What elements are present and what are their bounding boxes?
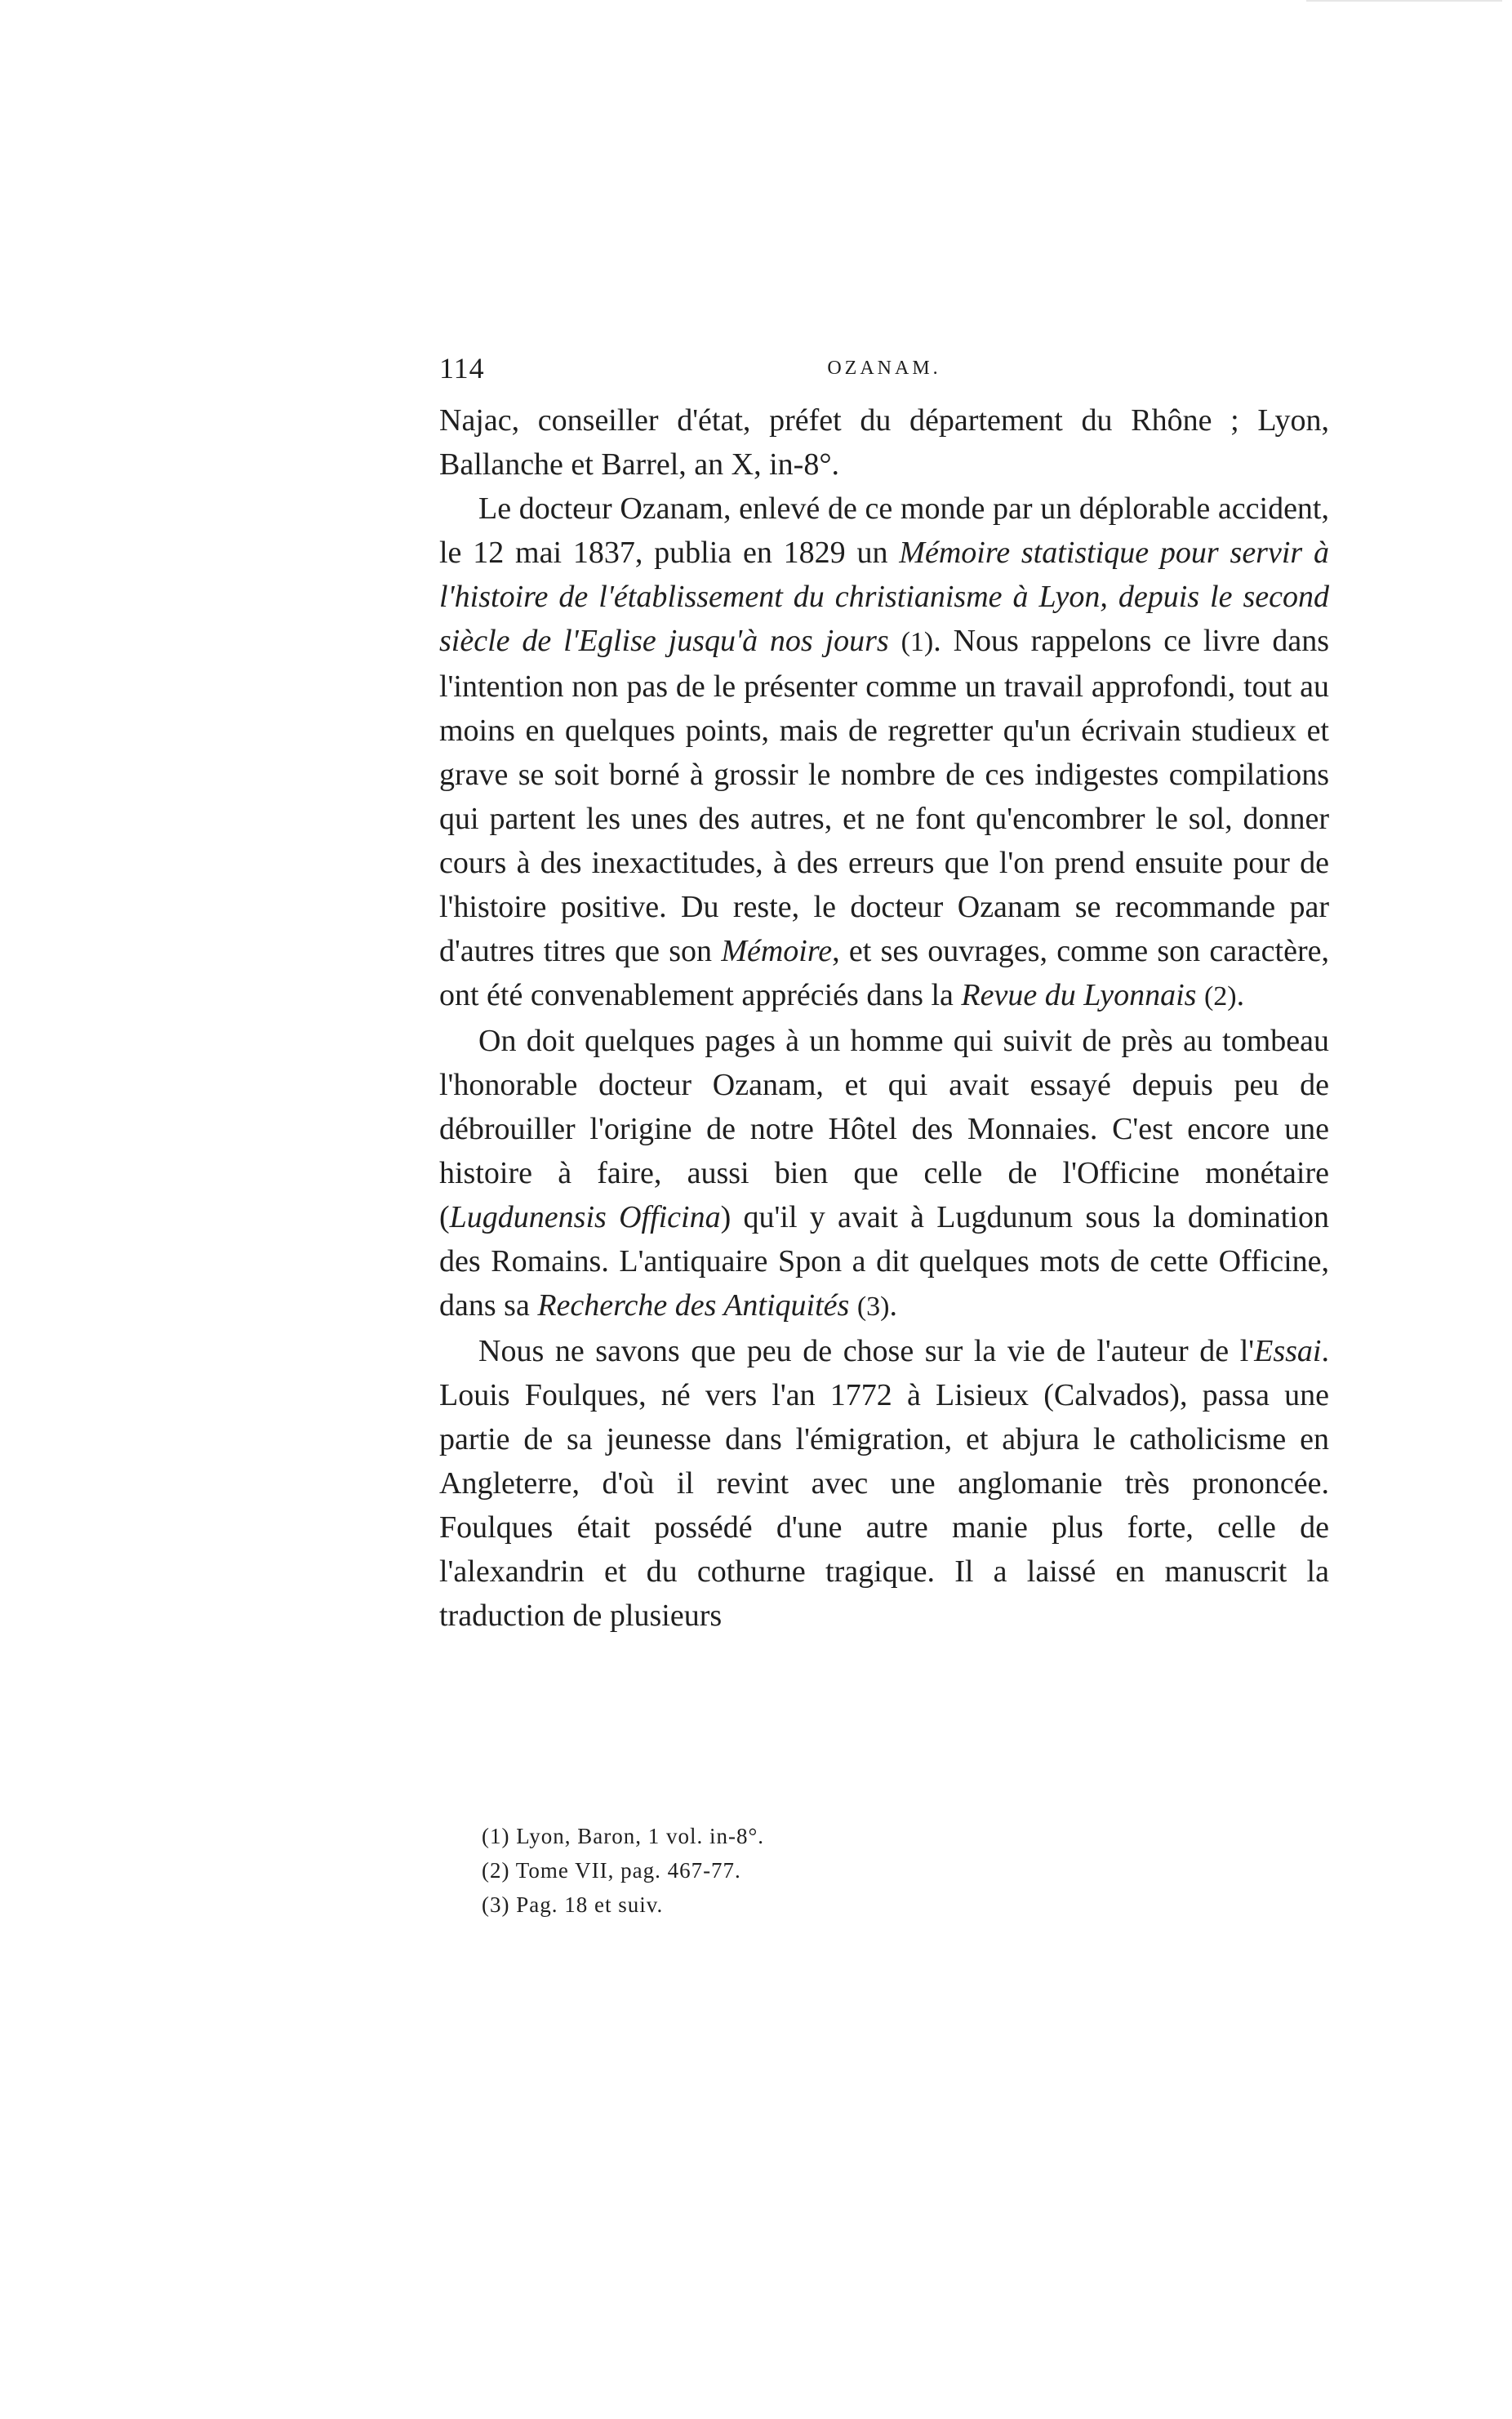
- footnote-ref-2: (2): [1203, 981, 1237, 1012]
- scan-edge-mark: [1306, 0, 1502, 2]
- text-run: . Nous rappelons ce livre dans l'intention non pas de le présenter comme un travail approfondi, tout au moins en quelques points, mais de regretter qu'un écrivain studieux et grave se soit borné à grossir le nombre de ces indigestes compilations qui partent les unes des autres, et ne font qu'encombrer le sol, donner cours à des inexactitudes, à des erreurs que l'on prend ensuite pour de l'histoire positive. Du reste, le docteur Ozanam se recommande par d'autres titres que son: [439, 624, 1329, 968]
- text-run: .: [1236, 978, 1245, 1012]
- footnote-3: (3) Pag. 18 et suiv.: [482, 1892, 664, 1917]
- paragraph-2: [439, 487, 1329, 1019]
- paragraph-1-text: Najac, conseiller d'état, préfet du département du Rhône ; Lyon, Ballanche et Barrel, an X, in-8°.: [439, 403, 1329, 482]
- text-run: Nous ne savons que peu de chose sur la vie de l'auteur de l': [478, 1334, 1255, 1368]
- footnote-ref-1: (1): [901, 627, 934, 657]
- paragraph-4: [439, 1329, 1329, 1638]
- text-run: [1196, 978, 1204, 1012]
- title-essai: Essai: [1254, 1334, 1322, 1368]
- paragraph-1: [439, 398, 1329, 487]
- title-recherche-des-antiquites: Recherche des Antiquités: [537, 1288, 850, 1323]
- title-memoire: Mémoire: [721, 934, 833, 968]
- footnotes: [482, 1819, 1216, 1922]
- text-run: .: [889, 1288, 897, 1323]
- text-run: On doit quelques pages à un homme qui suivit de près au tombeau l'honorable docteur Ozanam, et qui avait essayé depuis peu de débrouiller l'origine de notre Hôtel des Monnaies. C'est encore une histoire à faire, aussi bien que celle de l'Officine monétaire (: [439, 1024, 1329, 1234]
- text-run: Le docteur Ozanam, enlevé de ce monde par un déplorable accident, le 12 mai 1837, publia en 1829 un: [439, 491, 1329, 570]
- book-title-memoire-statistique: Mémoire statistique pour servir à l'histoire de l'établissement du christianisme à Lyon, depuis le second siècle de l'Eglise jusqu'à nos jours: [439, 536, 1329, 658]
- body-text: [439, 398, 1329, 1638]
- text-run: ) qu'il y avait à Lugdunum sous la domination des Romains. L'antiquaire Spon a dit quelques mots de cette Officine, dans sa: [439, 1200, 1329, 1323]
- text-run: [889, 624, 901, 658]
- page-header: [439, 351, 1329, 392]
- text-run: , et ses ouvrages, comme son caractère, ont été convenablement appréciés dans la: [439, 934, 1329, 1012]
- footnote-1: (1) Lyon, Baron, 1 vol. in-8°.: [482, 1824, 765, 1848]
- footnote-2: (2) Tome VII, pag. 467-77.: [482, 1858, 741, 1883]
- paragraph-3: [439, 1019, 1329, 1329]
- running-head: OZANAM.: [827, 358, 941, 379]
- title-lugdunensis-officina: Lugdunensis Officina: [449, 1200, 721, 1234]
- title-revue-du-lyonnais: Revue du Lyonnais: [961, 978, 1197, 1012]
- page-number: 114: [439, 352, 485, 385]
- text-run: . Louis Foulques, né vers l'an 1772 à Lisieux (Calvados), passa une partie de sa jeunesse dans l'émigration, et abjura le catholicisme en Angleterre, d'où il revint avec une anglomanie très prononcée. Foulques était possédé d'une autre manie plus forte, celle de l'alexandrin et du cothurne tragique. Il a laissé en manuscrit la traduction de plusieurs: [439, 1334, 1329, 1633]
- footnote-ref-3: (3): [856, 1292, 890, 1322]
- text-run: [849, 1288, 857, 1323]
